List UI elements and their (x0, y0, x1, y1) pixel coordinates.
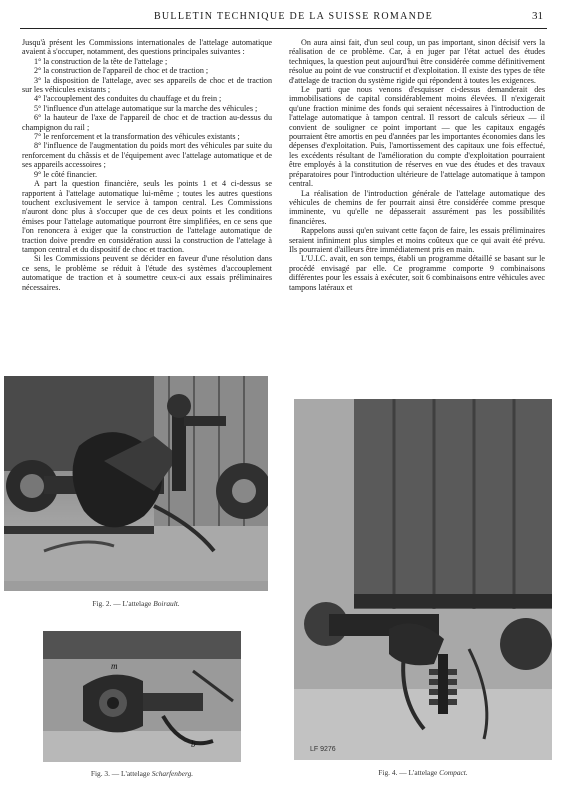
running-header (0, 8, 587, 28)
caption-prefix: Fig. 3. — L'attelage (90, 769, 152, 778)
header-rule (20, 28, 547, 29)
fig3-mark-b: b (191, 739, 196, 749)
list-item: 4° l'accouplement des conduites du chauffage et du frein ; (34, 94, 222, 104)
caption-prefix: Fig. 4. — L'attelage (378, 768, 440, 777)
journal-title: BULLETIN TECHNIQUE DE LA SUISSE ROMANDE (153, 11, 434, 22)
figure-4-photo (294, 399, 552, 760)
paragraph: La réalisation de l'introduction générale de l'attelage automatique des véhicules de chemins de fer pourrait ainsi être considérée comme presque imminente, vu qu'elle ne dépasserait assurément pas les possibilités financières. (289, 188, 545, 226)
left-text-column (22, 38, 272, 292)
paragraph: Rappelons aussi qu'en suivant cette façon de faire, les essais préliminaires seraient infiniment plus simples et moins coûteux que ce qui avait été prévu. Ils pourraient d'ailleurs être immédiatement pris en main. (289, 226, 545, 254)
paragraph: Jusqu'à présent les Commissions internationales de l'attelage automatique avaient à s'occuper, notamment, des questions principales suivantes : (22, 38, 272, 57)
list-item: 1° la construction de la tête de l'attelage ; (34, 56, 168, 66)
list-item: 8° l'influence de l'augmentation du poids mort des véhicules par suite du renforcement du châssis et de l'équipement avec l'attelage automatique et de ses appareils accessoires ; (22, 141, 272, 170)
coupler-name: Scharfenberg. (151, 769, 194, 778)
figure-3-photo (43, 631, 241, 762)
right-text-column (289, 38, 545, 292)
paragraph: A part la question financière, seuls les points 1 et 4 ci-dessus se rapportent à l'attelage automatique lui-même ; toutes les autres questions touchent exclusivement le service à tampon central. Les Commissions n'auront donc plus à s'occuper que de ces deux points et les conditions émises pour l'attelage automatique pourront être simplifiées, en ce sens que l'on renoncera à exiger que la construction de l'attelage automatique de traction doive prendre en considération aussi la construction de l'attelage à tampon central et du dispositif de choc et traction. (22, 179, 272, 254)
paragraph: On aura ainsi fait, d'un seul coup, un pas important, sinon décisif vers la réalisation de ce problème. Car, à en juger par l'état actuel des études techniques, la question peut aujourd'hui être considérée comme définitivement résolue au point de vue constructif et d'exploitation. Il existe des types de tête d'attelage de traction du système rigide qui répondent à toutes les exigences. (289, 38, 545, 85)
list-item: 7° le renforcement et la transformation des véhicules existants ; (34, 132, 240, 142)
figure-4-caption (294, 768, 552, 777)
figure-2-caption (4, 599, 268, 608)
list-item: 6° la hauteur de l'axe de l'appareil de choc et de traction au-dessus du champignon du rail ; (22, 113, 272, 132)
paragraph: Le parti que nous venons d'esquisser ci-dessus demanderait des immobilisations de capital considérablement moins élevées. Il n'exigerait qu'une fraction minime des fonds qui seraient nécessaires à l'introduction de l'attelage automatique à tampon central. Il ressort de calculs sérieux — il convient de souligner ce point important — que les capitaux engagés pourraient être amortis en peu d'années par les importantes économies dans les dépenses d'exploitation. Puis, l'amortissement des capitaux une fois effectué, les excédents résultant de l'amélioration du compte d'exploitation pourraient être employés à la constitution de réserves en vue des études et des travaux préparatoires pour l'introduction ultérieure de l'attelage automatique à tampon central. (289, 85, 545, 189)
coupler-name: Boirault. (153, 599, 180, 608)
caption-prefix: Fig. 2. — L'attelage (92, 599, 154, 608)
list-item: 9° le côté financier. (34, 169, 98, 179)
figure-2-photo (4, 376, 268, 591)
list-item: 3° la disposition de l'attelage, avec ses appareils de choc et de traction sur les véhicules existants ; (22, 75, 272, 95)
fig3-mark-m: m (111, 661, 118, 671)
photo-plate-number: LF 9276 (310, 746, 336, 753)
paragraph: L'U.I.C. avait, en son temps, établi un programme détaillé se basant sur le procédé envisagé par elle. Ce programme comporte 9 combinaisons différentes pour les essais à exécuter, soit 6 combinaisons entre véhicules avec tampons latéraux et (289, 254, 545, 292)
paragraph: Si les Commissions peuvent se décider en faveur d'une résolution dans ce sens, le problème se réduit à l'étude des systèmes d'accouplement automatique de traction et à soumettre ceux-ci aux essais préliminaires nécessaires. (22, 254, 272, 292)
page-number: 31 (532, 10, 543, 22)
coupler-name: Compact. (439, 768, 468, 777)
figure-3-caption (43, 769, 241, 778)
list-item: 2° la construction de l'appareil de choc et de traction ; (34, 66, 209, 76)
list-item: 5° l'influence d'un attelage automatique sur la marche des véhicules ; (34, 103, 258, 113)
